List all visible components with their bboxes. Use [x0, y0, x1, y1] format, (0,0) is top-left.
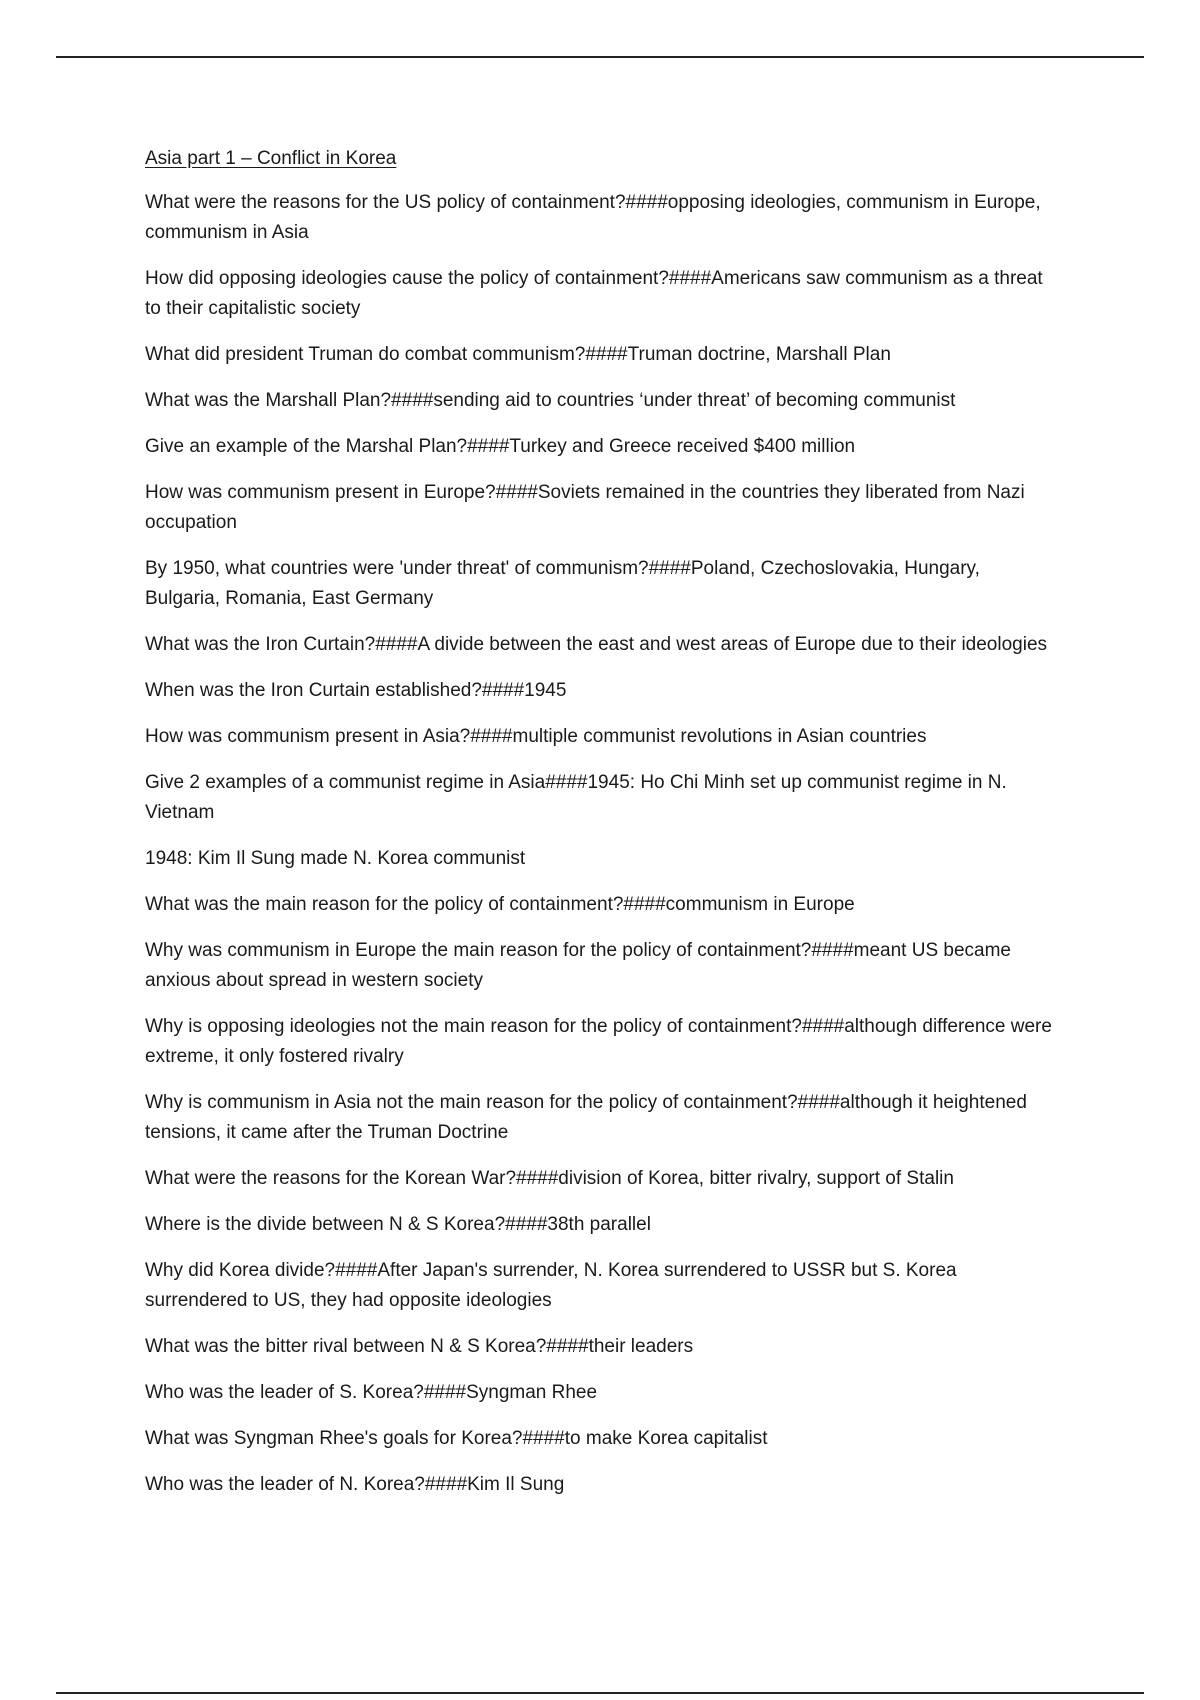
flashcard-entry: Where is the divide between N & S Korea?####38th parallel [145, 1214, 651, 1235]
flashcard-entry: What was Syngman Rhee's goals for Korea?####to make Korea capitalist [145, 1428, 768, 1449]
bottom-rule [56, 1692, 1144, 1694]
flashcard-entry: How did opposing ideologies cause the policy of containment?####Americans saw communism as a threat to their capitalistic society [145, 268, 1043, 319]
flashcard-entry: Who was the leader of S. Korea?####Syngman Rhee [145, 1382, 598, 1403]
flashcard-entry: Give 2 examples of a communist regime in Asia####1945: Ho Chi Minh set up communist regime in N. Vietnam [145, 772, 1007, 823]
flashcard-entry: What were the reasons for the Korean War?####division of Korea, bitter rivalry, support of Stalin [145, 1168, 954, 1189]
flashcard-entry: What did president Truman do combat communism?####Truman doctrine, Marshall Plan [145, 344, 891, 365]
flashcard-entry: Why did Korea divide?####After Japan's surrender, N. Korea surrendered to USSR but S. Korea surrendered to US, they had opposite ideologies [145, 1260, 957, 1311]
flashcard-entry: What was the bitter rival between N & S Korea?####their leaders [145, 1336, 694, 1357]
document-title: Asia part 1 – Conflict in Korea [145, 148, 397, 169]
flashcard-entry: By 1950, what countries were 'under threat' of communism?####Poland, Czechoslovakia, Hungary, Bulgaria, Romania, East Germany [145, 558, 980, 609]
flashcard-entry: How was communism present in Europe?####Soviets remained in the countries they liberated from Nazi occupation [145, 482, 1025, 533]
flashcard-entry: 1948: Kim Il Sung made N. Korea communist [145, 848, 526, 869]
flashcard-entry: What was the main reason for the policy of containment?####communism in Europe [145, 894, 855, 915]
flashcard-entry: Why was communism in Europe the main reason for the policy of containment?####meant US became anxious about spread in western society [145, 940, 1011, 991]
flashcard-entry: When was the Iron Curtain established?####1945 [145, 680, 567, 701]
flashcard-entry: What was the Iron Curtain?####A divide between the east and west areas of Europe due to their ideologies [145, 634, 1048, 655]
flashcard-entry: Give an example of the Marshal Plan?####Turkey and Greece received $400 million [145, 436, 856, 457]
flashcard-entry: Who was the leader of N. Korea?####Kim Il Sung [145, 1474, 565, 1495]
flashcard-entry: Why is communism in Asia not the main reason for the policy of containment?####although it heightened tensions, it came after the Truman Doctrine [145, 1092, 1027, 1143]
flashcard-entry: How was communism present in Asia?####multiple communist revolutions in Asian countries [145, 726, 927, 747]
flashcard-entry: What was the Marshall Plan?####sending aid to countries ‘under threat’ of becoming communist [145, 390, 956, 411]
flashcard-entry: Why is opposing ideologies not the main reason for the policy of containment?####although difference were extreme, it only fostered rivalry [145, 1016, 1052, 1067]
document-body [145, 146, 1055, 1516]
top-rule [56, 56, 1144, 58]
flashcard-entry: What were the reasons for the US policy of containment?####opposing ideologies, communism in Europe, communism in Asia [145, 192, 1041, 243]
